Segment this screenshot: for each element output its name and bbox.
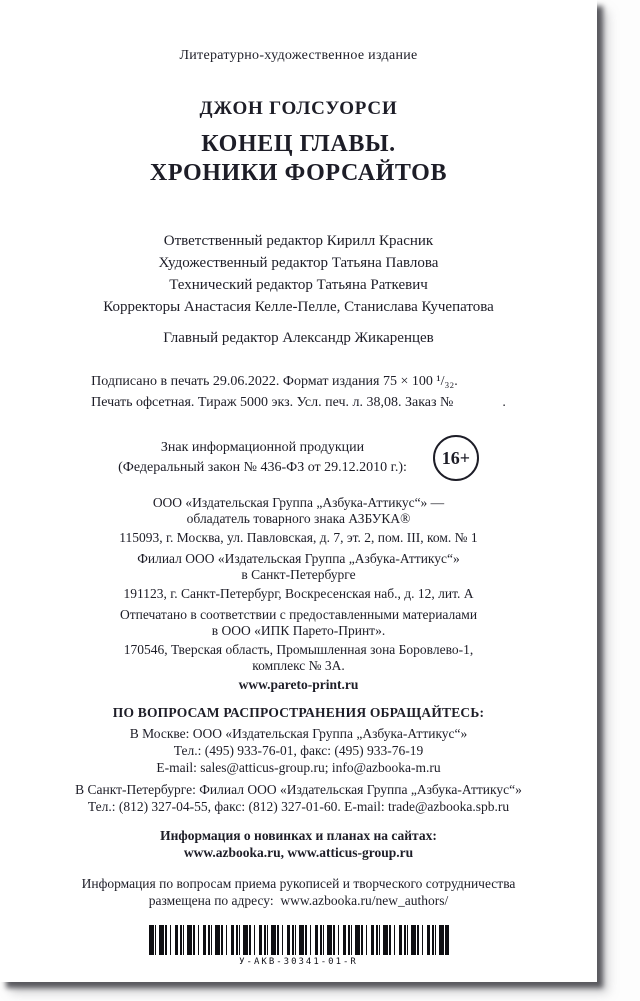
print-info-line2: Печать офсетная. Тираж 5000 экз. Усл. печ. л. 38,08. Заказ № . (91, 395, 506, 410)
editors-block (0, 230, 597, 318)
editor-line: Технический редактор Татьяна Раткевич (169, 277, 428, 293)
barcode-code: У-АКВ-30341-01-R (239, 957, 358, 967)
printing-house-line: Отпечатано в соответствии с предоставленными материалами (119, 607, 478, 622)
print-info-block (91, 371, 506, 413)
publisher-block (0, 495, 597, 693)
edition-type: Литературно-художественное издание (179, 48, 418, 63)
printing-house-line: в ООО «ИПК Парето-Принт». (211, 623, 386, 638)
chief-editor-line: Главный редактор Александр Жикаренцев (163, 330, 434, 346)
info-sign-line1: Знак информационной продукции (160, 440, 365, 455)
print-info-line1: Подписано в печать 29.06.2022. Формат издания 75 × 100 ¹/₃₂. (91, 374, 458, 389)
printing-house-address-line: комплекс № 3А. (252, 658, 345, 673)
editor-line: Ответственный редактор Кирилл Красник (163, 233, 434, 249)
distribution-line: В Санкт-Петербурге: Филиал ООО «Издательская Группа „Азбука-Аттикус“» (75, 782, 522, 797)
news-websites-block (0, 827, 597, 861)
distribution-email-line: E-mail: sales@atticus-group.ru; info@azbooka-m.ru (156, 760, 441, 775)
distribution-line: В Москве: ООО «Издательская Группа „Азбука-Аттикус“» (129, 726, 468, 741)
distribution-phone-line: Тел.: (495) 933-76-01, факс: (495) 933-76-19 (173, 743, 424, 758)
publisher-address-line: 191123, г. Санкт-Петербург, Воскресенская наб., д. 12, лит. А (123, 586, 474, 601)
editor-line: Корректоры Анастасия Келле-Пелле, Станислава Кучепатова (103, 299, 494, 315)
info-sign-text (118, 438, 407, 478)
distribution-spb-block (0, 781, 597, 815)
distribution-phone-line: Тел.: (812) 327-04-55, факс: (812) 327-01-60. E-mail: trade@azbooka.spb.ru (87, 799, 510, 814)
editor-line: Художественный редактор Татьяна Павлова (158, 255, 439, 271)
book-title-line1: КОНЕЦ ГЛАВЫ. (201, 131, 396, 157)
book-title-line2: ХРОНИКИ ФОРСАЙТОВ (149, 160, 448, 186)
publisher-line: ООО «Издательская Группа „Азбука-Аттикус“» — (152, 495, 445, 510)
publisher-line: Филиал ООО «Издательская Группа „Азбука-Аттикус“» (137, 551, 460, 566)
book-title (0, 130, 597, 188)
author-name: ДЖОН ГОЛСУОРСИ (199, 98, 398, 119)
info-sign-block (0, 435, 597, 481)
printing-house-website: www.pareto-print.ru (238, 677, 359, 692)
age-rating-badge: 16+ (433, 435, 479, 481)
manuscripts-line1: Информация по вопросам приема рукописей и творческого сотрудничества (81, 876, 516, 891)
info-sign-line2: (Федеральный закон № 436-ФЗ от 29.12.2010 г.): (118, 460, 407, 475)
barcode (149, 925, 449, 955)
publisher-line: в Санкт-Петербурге (241, 567, 356, 582)
manuscripts-info-block (0, 875, 597, 909)
distribution-moscow-block (0, 725, 597, 776)
news-line1: Информация о новинках и планах на сайтах: (160, 828, 437, 843)
manuscripts-line2: размещена по адресу: www.azbooka.ru/new_authors/ (148, 893, 449, 908)
publisher-address-line: 115093, г. Москва, ул. Павловская, д. 7, эт. 2, пом. III, ком. № 1 (119, 530, 478, 545)
printing-house-address-line: 170546, Тверская область, Промышленная зона Боровлево-1, (123, 642, 474, 657)
distribution-heading: ПО ВОПРОСАМ РАСПРОСТРАНЕНИЯ ОБРАЩАЙТЕСЬ: (112, 705, 485, 720)
publisher-line: обладатель товарного знака АЗБУКА® (186, 511, 411, 526)
barcode-block (0, 925, 597, 967)
news-line2: www.azbooka.ru, www.atticus-group.ru (183, 845, 414, 860)
